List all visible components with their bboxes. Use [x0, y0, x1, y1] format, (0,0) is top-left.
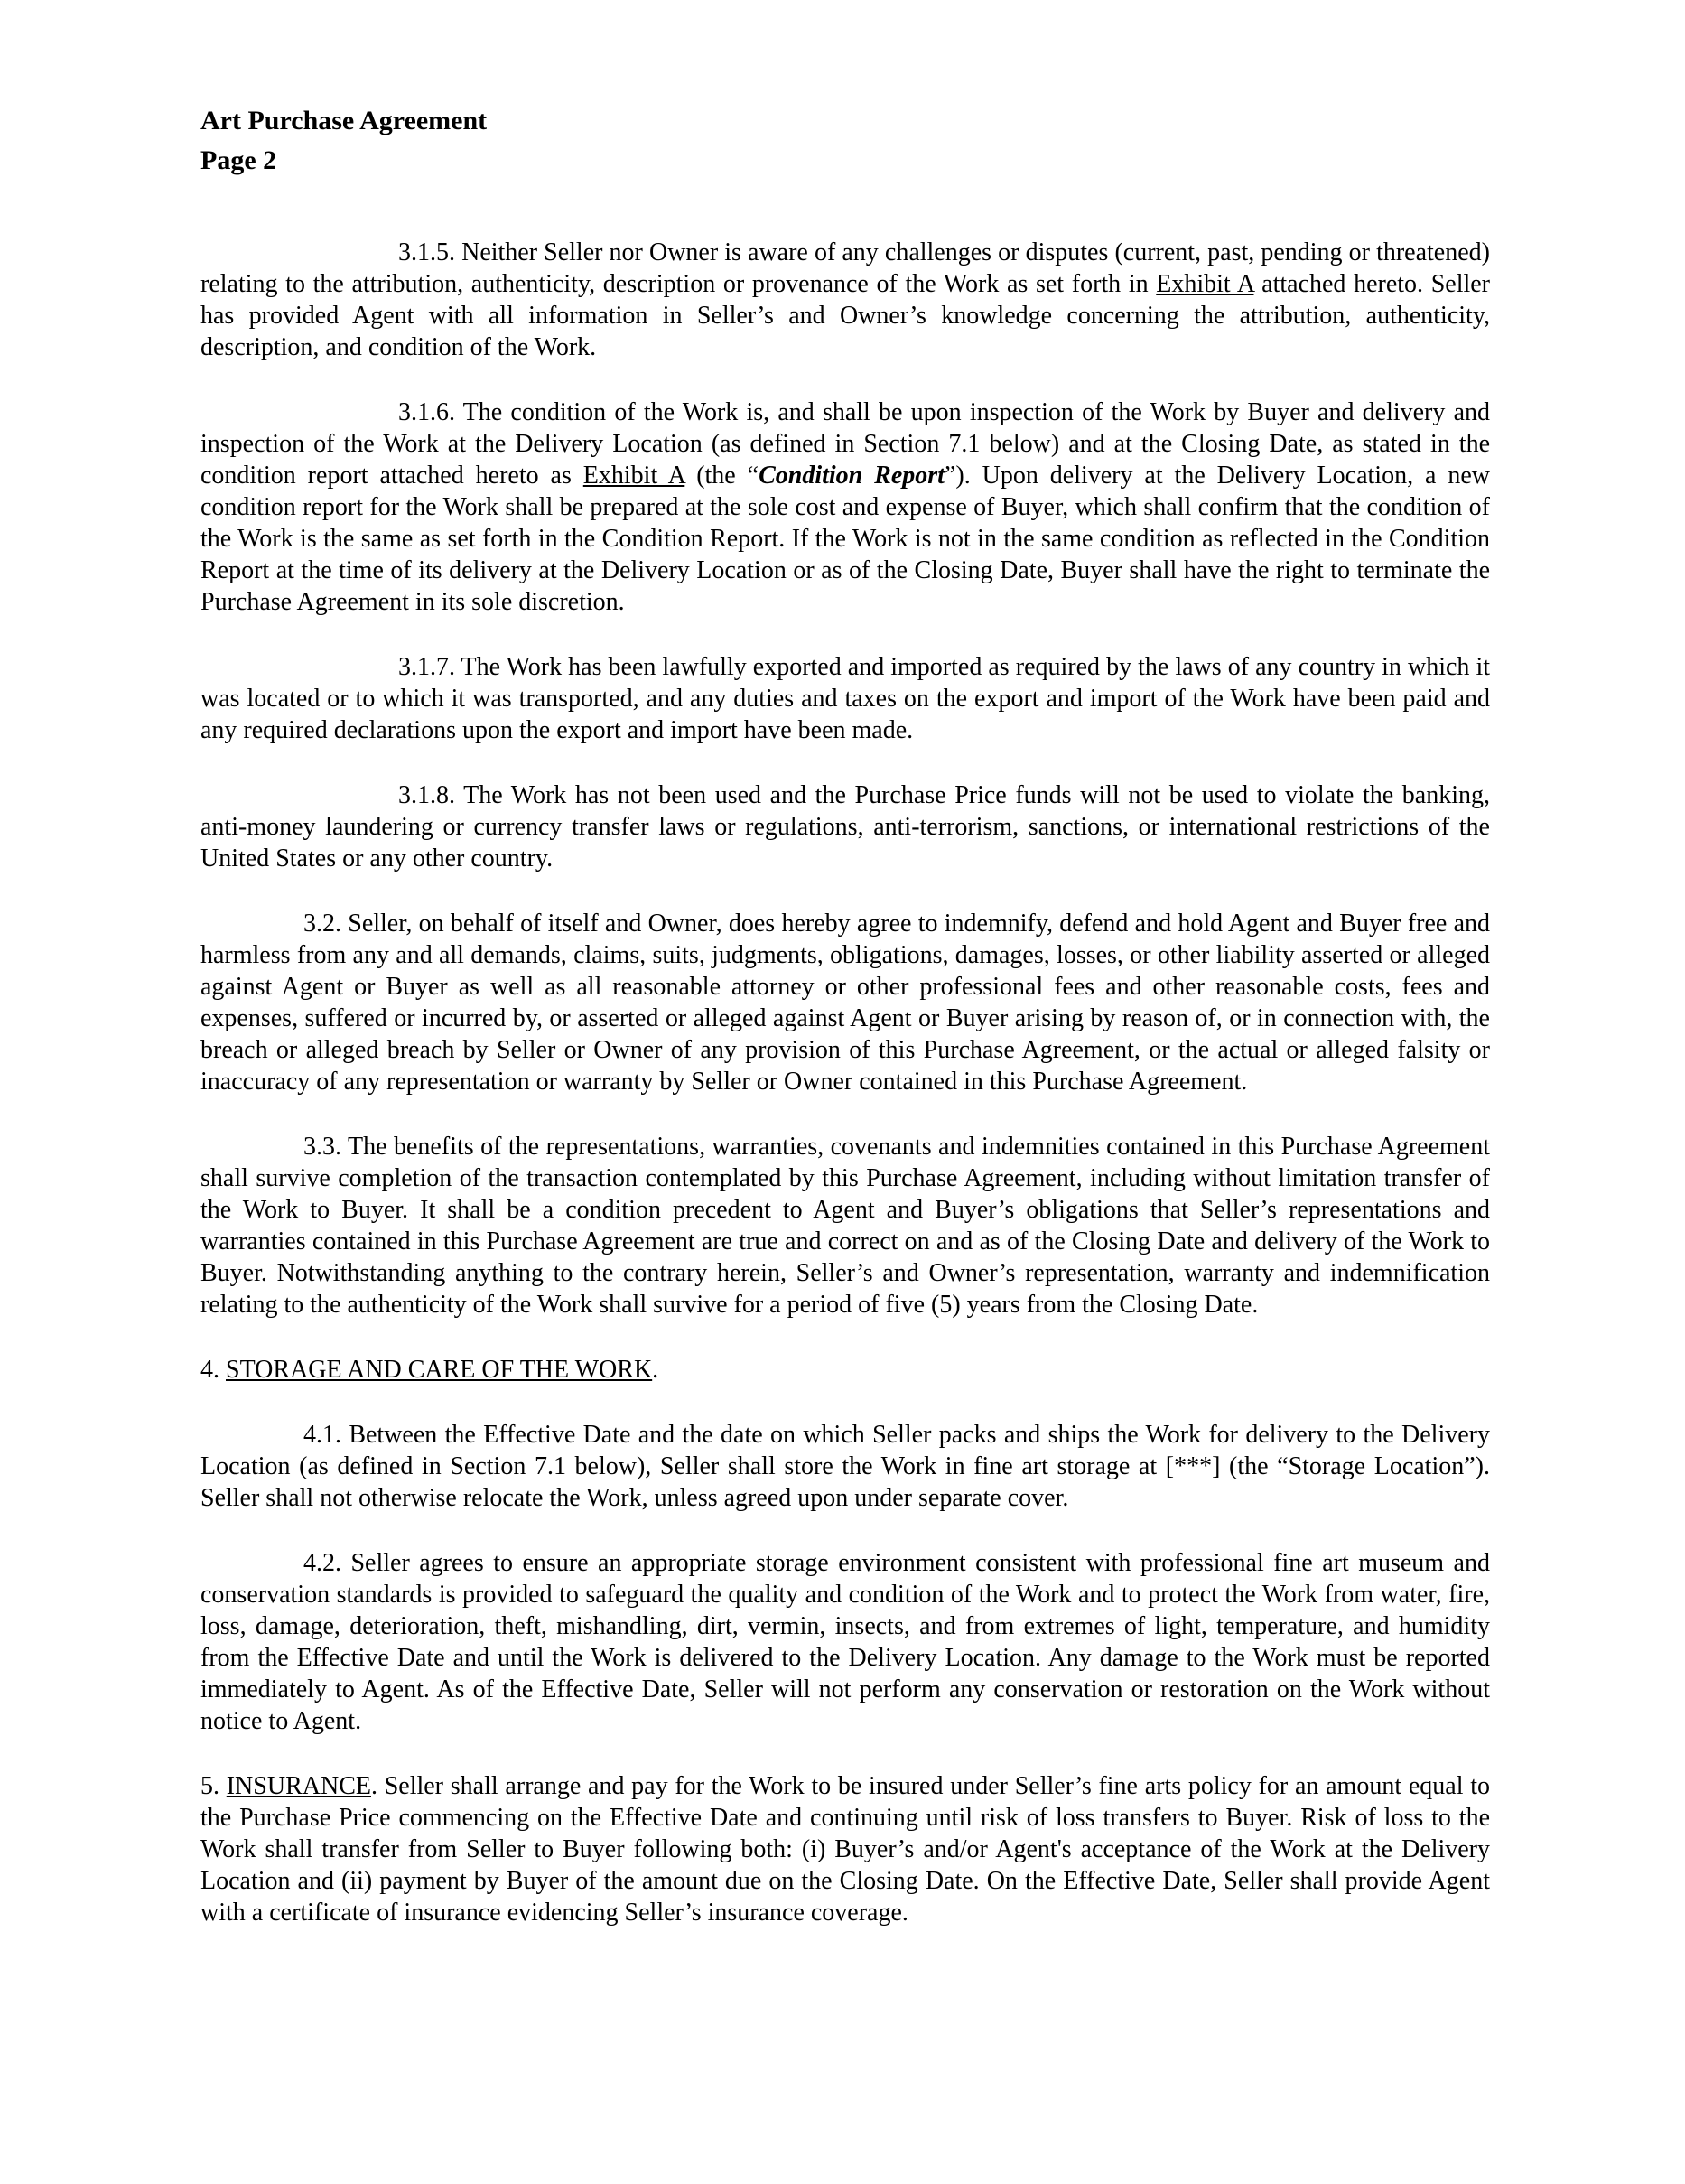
text-segment: 5. [200, 1772, 227, 1800]
text-segment-underline: STORAGE AND CARE OF THE WORK [226, 1356, 653, 1384]
text-segment-underline: Exhibit A [582, 462, 685, 490]
text-segment: 4. [200, 1356, 226, 1384]
clause-3-2 [200, 908, 1490, 1097]
text-segment: attached hereto. Seller has provided Agent with all information in Seller’s and Owner’s knowledge concerning the attribution, authenticity, description, and condition of the Work. [200, 270, 1490, 361]
text-segment: 3.1.5. Neither Seller nor Owner is aware of any challenges or disputes (current, past, pending or threatened) relating to the attribution, authenticity, description or provenance of the Work as set forth in [200, 238, 1490, 298]
text-segment: 3.2. Seller, on behalf of itself and Owner, does hereby agree to indemnify, defend and hold Agent and Buyer free and harmless from any and all demands, claims, suits, judgments, obligations, damages, losses, or other liability asserted or alleged against Agent or Buyer as well as all reasonable attorney or other professional fees and other reasonable costs, fees and expenses, suffered or incurred by, or asserted or alleged against Agent or Buyer arising by reason of, or in connection with, the breach or alleged breach by Seller or Owner of any provision of this Purchase Agreement, or the actual or alleged falsity or inaccuracy of any representation or warranty by Seller or Owner contained in this Purchase Agreement. [200, 910, 1490, 1096]
clause-3-1-7 [200, 651, 1490, 746]
section-5-insurance [200, 1770, 1490, 1928]
text-segment-bold-italic: Condition Report [759, 462, 945, 490]
text-segment: . Seller shall arrange and pay for the Work to be insured under Seller’s fine arts policy for an amount equal to the Purchase Price commencing on the Effective Date and continuing until risk of loss transfers to Buyer. Risk of loss to the Work shall transfer from Seller to Buyer following both: (i) Buyer’s and/or Agent's acceptance of the Work at the Delivery Location and (ii) payment by Buyer of the amount due on the Closing Date. On the Effective Date, Seller shall provide Agent with a certificate of insurance evidencing Seller’s insurance coverage. [200, 1772, 1490, 1927]
document-body [200, 237, 1490, 1928]
section-4-heading [200, 1354, 1490, 1386]
clause-4-1 [200, 1419, 1490, 1514]
clause-3-1-6 [200, 397, 1490, 618]
clause-3-3 [200, 1131, 1490, 1321]
clause-3-1-5 [200, 237, 1490, 363]
document-header [200, 101, 1490, 181]
text-segment: 3.3. The benefits of the representations, warranties, covenants and indemnities contained in this Purchase Agreement shall survive completion of the transaction contemplated by this Purchase Agreement, including without limitation transfer of the Work to Buyer. It shall be a condition precedent to Agent and Buyer’s obligations that Seller’s representations and warranties contained in this Purchase Agreement are true and correct on and as of the Closing Date and delivery of the Work to Buyer. Notwithstanding anything to the contrary herein, Seller’s and Owner’s representation, warranty and indemnification relating to the authenticity of the Work shall survive for a period of five (5) years from the Closing Date. [200, 1133, 1490, 1319]
text-segment: 3.1.6. The condition of the Work is, and shall be upon inspection of the Work by Buyer and delivery and inspection of the Work at the Delivery Location (as defined in Section 7.1 below) and at the Closing Date, as stated in the condition report attached hereto as [200, 398, 1490, 490]
page-number-label: Page 2 [200, 145, 277, 175]
text-segment: ”). Upon delivery at the Delivery Location, a new condition report for the Work shall be prepared at the sole cost and expense of Buyer, which shall confirm that the condition of the Work is the same as set forth in the Condition Report. If the Work is not in the same condition as reflected in the Condition Report at the time of its delivery at the Delivery Location or as of the Closing Date, Buyer shall have the right to terminate the Purchase Agreement in its sole discretion. [200, 462, 1490, 616]
text-segment-underline: Exhibit A [1156, 270, 1254, 298]
text-segment: 4.1. Between the Effective Date and the date on which Seller packs and ships the Work for delivery to the Delivery Location (as defined in Section 7.1 below), Seller shall store the Work in fine art storage at [***] (the “Storage Location”). Seller shall not otherwise relocate the Work, unless agreed upon under separate cover. [200, 1421, 1490, 1512]
text-segment: 3.1.8. The Work has not been used and the Purchase Price funds will not be used to violate the banking, anti-money laundering or currency transfer laws or regulations, anti-terrorism, sanctions, or international restrictions of the United States or any other country. [200, 781, 1490, 873]
text-segment: 3.1.7. The Work has been lawfully exported and imported as required by the laws of any country in which it was located or to which it was transported, and any duties and taxes on the export and import of the Work have been paid and any required declarations upon the export and import have been made. [200, 653, 1490, 744]
clause-3-1-8 [200, 779, 1490, 874]
clause-4-2 [200, 1547, 1490, 1737]
text-segment: (the “ [684, 462, 759, 490]
text-segment-underline: INSURANCE [226, 1772, 371, 1800]
text-segment: 4.2. Seller agrees to ensure an appropriate storage environment consistent with professional fine art museum and conservation standards is provided to safeguard the quality and condition of the Work and to protect the Work from water, fire, loss, damage, deterioration, theft, mishandling, dirt, vermin, insects, and from extremes of light, temperature, and humidity from the Effective Date and until the Work is delivered to the Delivery Location. Any damage to the Work must be reported immediately to Agent. As of the Effective Date, Seller will not perform any conservation or restoration on the Work without notice to Agent. [200, 1549, 1490, 1735]
document-title: Art Purchase Agreement [200, 106, 488, 135]
text-segment: . [652, 1356, 659, 1384]
